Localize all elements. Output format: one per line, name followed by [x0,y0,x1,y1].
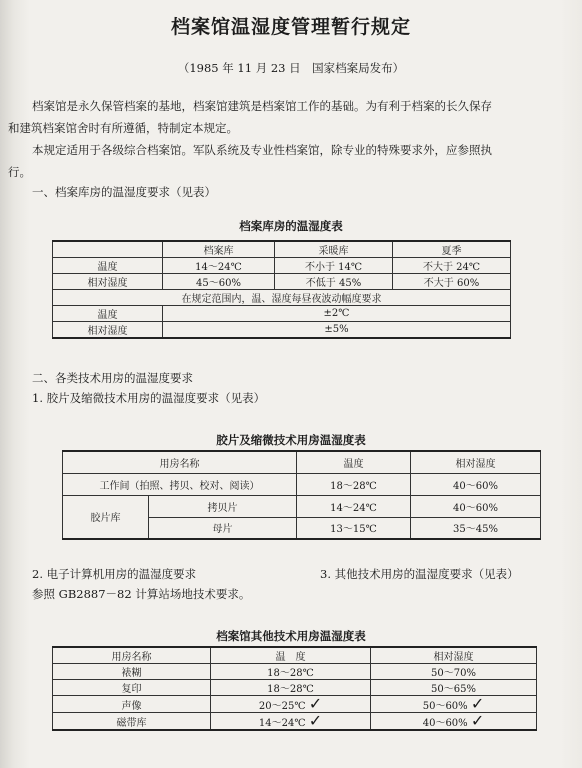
table-row [53,664,537,680]
intro-paragraph-1-line-1: 档案馆是永久保管档案的基地，档案馆建筑是档案馆工作的基础。为有利于档案的长久保存 [32,99,492,113]
header-cell: 夏季 [393,241,511,258]
cell-value: 40～60% [422,718,468,729]
row-label: 复印 [53,680,211,696]
header-cell [53,241,163,258]
table-row [53,306,511,322]
header-cell: 相对湿度 [371,647,537,664]
checkmark-icon: ✓ [308,711,323,730]
page-title: 档案馆温湿度管理暂行规定 [170,16,411,38]
table-cell [371,713,537,731]
table-header-row [53,647,537,664]
table-cell: ±2℃ [163,306,511,322]
table-row [53,696,537,713]
table-cell: 40～60% [411,495,541,517]
row-label: 声像 [53,696,211,713]
table-row [53,713,537,731]
header-cell: 档案库 [163,241,275,258]
table-2-title: 胶片及缩微技术用房温湿度表 [216,433,366,447]
section-2-sub-2: 2. 电子计算机用房的温湿度要求 [32,567,197,581]
table-cell [211,696,371,713]
row-label: 温度 [53,258,163,274]
header-cell: 温度 [297,451,411,473]
section-2-sub-2-text: 参照 GB2887－82 计算站场地技术要求。 [32,587,251,601]
table-cell: 45～60% [163,274,275,290]
table-cell: 不大于 60% [393,274,511,290]
intro-paragraph-2-line-2: 行。 [8,165,31,179]
table-cell: 13～15℃ [297,517,411,539]
table-cell: ±5% [163,322,511,339]
table-cell [371,696,537,713]
checkmark-icon: ✓ [470,694,485,713]
table-1-title: 档案库房的温湿度表 [239,219,343,233]
table-header-row [53,241,511,258]
row-label: 温度 [53,306,163,322]
table-cell: 不大于 24℃ [393,258,511,274]
table-cell: 不小于 14℃ [275,258,393,274]
header-cell: 采暖库 [275,241,393,258]
header-cell: 用房名称 [63,451,297,473]
header-cell: 相对湿度 [411,451,541,473]
section-1-heading: 一、档案库房的温湿度要求（见表） [32,185,216,199]
table-cell: 18～28℃ [211,664,371,680]
checkmark-icon: ✓ [308,694,323,713]
fluctuation-note: 在规定范围内，温、湿度每昼夜波动幅度要求 [53,290,511,306]
intro-paragraph-2-line-1: 本规定适用于各级综合档案馆。军队系统及专业性档案馆，除专业的特殊要求外，应参照执 [32,143,492,157]
row-group-label: 胶片库 [63,495,149,539]
table-cell: 50～65% [371,680,537,696]
cell-value: 20～25℃ [258,701,306,712]
table-row [63,473,541,495]
archive-storage-table [52,240,511,339]
table-row [53,290,511,306]
row-label: 工作间（拍照、拷贝、校对、阅读） [63,473,297,495]
header-cell: 温 度 [211,647,371,664]
table-cell: 14～24℃ [297,495,411,517]
row-label: 磁带库 [53,713,211,731]
table-cell [211,713,371,731]
table-cell: 14～24℃ [163,258,275,274]
table-header-row [63,451,541,473]
checkmark-icon: ✓ [470,711,485,730]
table-cell: 18～28℃ [211,680,371,696]
header-cell: 用房名称 [53,647,211,664]
table-row [53,274,511,290]
table-cell: 40～60% [411,473,541,495]
table-cell: 不低于 45% [275,274,393,290]
section-2-sub-1: 1. 胶片及缩微技术用房的温湿度要求（见表） [32,391,266,405]
other-tech-rooms-table [52,646,537,731]
cell-value: 50～60% [422,701,468,712]
row-label: 母片 [149,517,297,539]
intro-paragraph-1-line-2: 和建筑档案馆舍时有所遵循，特制定本规定。 [8,121,238,135]
row-label: 相对湿度 [53,322,163,339]
film-microfilm-table [62,450,541,540]
table-row [53,680,537,696]
cell-value: 14～24℃ [258,718,306,729]
table-row [53,258,511,274]
table-cell: 18～28℃ [297,473,411,495]
section-2-heading: 二、各类技术用房的温湿度要求 [32,371,193,385]
row-label: 裱糊 [53,664,211,680]
section-2-sub-3: 3. 其他技术用房的温湿度要求（见表） [320,567,519,581]
row-label: 相对湿度 [53,274,163,290]
table-3-title: 档案馆其他技术用房温湿度表 [216,629,366,643]
page-subtitle: （1985 年 11 月 23 日 国家档案局发布） [177,61,405,75]
row-label: 拷贝片 [149,495,297,517]
table-cell: 35～45% [411,517,541,539]
table-row [63,495,541,517]
table-cell: 50～70% [371,664,537,680]
table-row [53,322,511,339]
